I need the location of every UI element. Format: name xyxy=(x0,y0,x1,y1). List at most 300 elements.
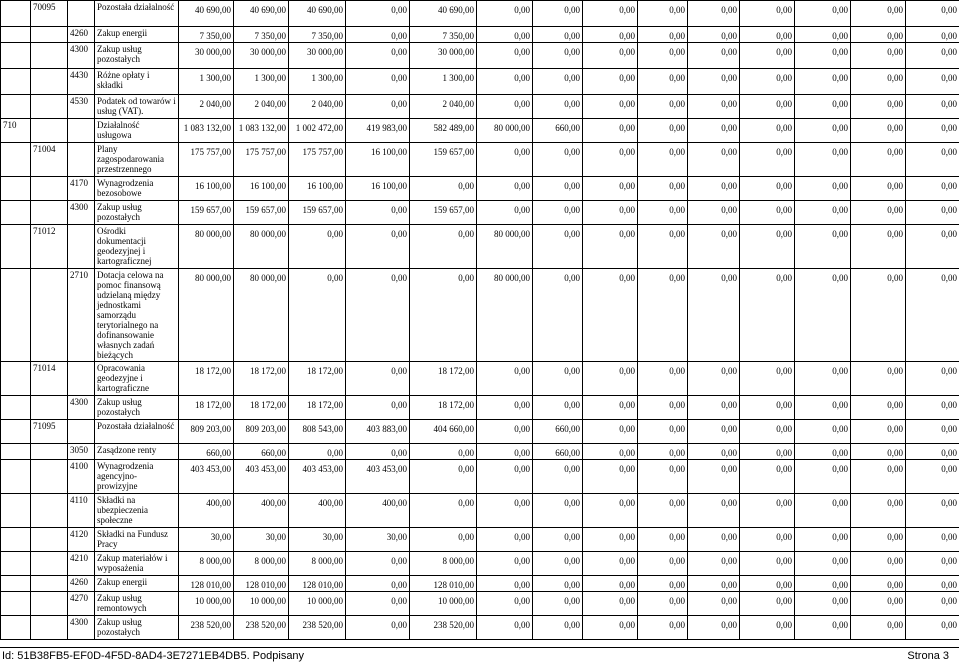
amount-cell: 0,00 xyxy=(740,552,795,576)
amount-cell: 0,00 xyxy=(346,201,410,225)
amount-cell: 0,00 xyxy=(851,225,906,269)
amount-cell: 0,00 xyxy=(688,143,740,177)
amount-cell: 0,00 xyxy=(583,420,638,444)
amount-cell: 0,00 xyxy=(346,27,410,43)
paragraf-cell: 4110 xyxy=(68,494,95,528)
amount-cell: 0,00 xyxy=(410,225,477,269)
amount-cell: 0,00 xyxy=(583,1,638,27)
amount-cell: 0,00 xyxy=(740,1,795,27)
amount-cell: 809 203,00 xyxy=(234,420,289,444)
rozdzial-cell xyxy=(31,43,68,69)
amount-cell: 0,00 xyxy=(795,1,851,27)
amount-cell: 0,00 xyxy=(638,69,688,95)
table-row xyxy=(1,552,959,576)
paragraf-cell: 4530 xyxy=(68,95,95,119)
amount-cell: 0,00 xyxy=(688,494,740,528)
paragraf-cell: 4260 xyxy=(68,27,95,43)
dzial-cell xyxy=(1,460,31,494)
amount-cell: 8 000,00 xyxy=(289,552,346,576)
dzial-cell xyxy=(1,1,31,27)
amount-cell: 0,00 xyxy=(740,592,795,616)
amount-cell: 0,00 xyxy=(688,1,740,27)
nazwa-cell: Wynagrodzenia agencyjno-prowizyjne xyxy=(95,460,179,494)
amount-cell: 809 203,00 xyxy=(179,420,234,444)
amount-cell: 0,00 xyxy=(740,69,795,95)
amount-cell: 30,00 xyxy=(289,528,346,552)
amount-cell: 80 000,00 xyxy=(179,225,234,269)
rozdzial-cell xyxy=(31,460,68,494)
amount-cell: 0,00 xyxy=(583,592,638,616)
amount-cell: 0,00 xyxy=(795,576,851,592)
rozdzial-cell xyxy=(31,552,68,576)
paragraf-cell: 4300 xyxy=(68,396,95,420)
amount-cell: 0,00 xyxy=(688,69,740,95)
amount-cell: 1 083 132,00 xyxy=(234,119,289,143)
amount-cell: 0,00 xyxy=(638,396,688,420)
amount-cell: 0,00 xyxy=(740,396,795,420)
rozdzial-cell: 71014 xyxy=(31,362,68,396)
amount-cell: 0,00 xyxy=(533,552,583,576)
rozdzial-cell: 71004 xyxy=(31,143,68,177)
dzial-cell xyxy=(1,396,31,420)
amount-cell: 0,00 xyxy=(533,576,583,592)
dzial-cell: 710 xyxy=(1,119,31,143)
amount-cell: 0,00 xyxy=(740,528,795,552)
amount-cell: 159 657,00 xyxy=(410,143,477,177)
amount-cell: 0,00 xyxy=(638,225,688,269)
amount-cell: 0,00 xyxy=(851,552,906,576)
amount-cell: 403 453,00 xyxy=(234,460,289,494)
amount-cell: 0,00 xyxy=(795,269,851,362)
amount-cell: 0,00 xyxy=(795,396,851,420)
dzial-cell xyxy=(1,69,31,95)
amount-cell: 0,00 xyxy=(638,420,688,444)
amount-cell: 128 010,00 xyxy=(179,576,234,592)
amount-cell: 175 757,00 xyxy=(289,143,346,177)
amount-cell: 0,00 xyxy=(851,201,906,225)
amount-cell: 0,00 xyxy=(740,269,795,362)
nazwa-cell: Opracowania geodezyjne i kartograficzne xyxy=(95,362,179,396)
amount-cell: 0,00 xyxy=(477,95,533,119)
amount-cell: 0,00 xyxy=(688,420,740,444)
amount-cell: 1 300,00 xyxy=(179,69,234,95)
amount-cell: 0,00 xyxy=(638,592,688,616)
table-row xyxy=(1,460,959,494)
amount-cell: 80 000,00 xyxy=(179,269,234,362)
amount-cell: 0,00 xyxy=(346,1,410,27)
amount-cell: 0,00 xyxy=(583,27,638,43)
amount-cell: 0,00 xyxy=(688,592,740,616)
amount-cell: 0,00 xyxy=(740,201,795,225)
amount-cell: 0,00 xyxy=(851,592,906,616)
amount-cell: 0,00 xyxy=(688,616,740,640)
table-row xyxy=(1,69,959,95)
amount-cell: 0,00 xyxy=(533,269,583,362)
amount-cell: 0,00 xyxy=(688,444,740,460)
amount-cell: 0,00 xyxy=(583,362,638,396)
amount-cell: 0,00 xyxy=(638,177,688,201)
amount-cell: 0,00 xyxy=(906,552,959,576)
table-row xyxy=(1,420,959,444)
paragraf-cell: 4300 xyxy=(68,201,95,225)
paragraf-cell: 4300 xyxy=(68,616,95,640)
paragraf-cell xyxy=(68,119,95,143)
amount-cell: 128 010,00 xyxy=(289,576,346,592)
amount-cell: 0,00 xyxy=(906,444,959,460)
amount-cell: 0,00 xyxy=(477,362,533,396)
table-row xyxy=(1,494,959,528)
paragraf-cell xyxy=(68,143,95,177)
rozdzial-cell xyxy=(31,201,68,225)
amount-cell: 0,00 xyxy=(688,576,740,592)
amount-cell: 0,00 xyxy=(688,460,740,494)
amount-cell: 0,00 xyxy=(740,119,795,143)
amount-cell: 7 350,00 xyxy=(234,27,289,43)
amount-cell: 16 100,00 xyxy=(234,177,289,201)
table-row xyxy=(1,592,959,616)
rozdzial-cell xyxy=(31,592,68,616)
amount-cell: 8 000,00 xyxy=(234,552,289,576)
amount-cell: 0,00 xyxy=(906,362,959,396)
amount-cell: 0,00 xyxy=(688,201,740,225)
amount-cell: 0,00 xyxy=(583,143,638,177)
amount-cell: 0,00 xyxy=(638,576,688,592)
rozdzial-cell xyxy=(31,269,68,362)
document-id: Id: 51B38FB5-EF0D-4F5D-8AD4-3E7271EB4DB5. Podpisany xyxy=(2,650,305,662)
page-number: Strona 3 xyxy=(907,650,949,662)
amount-cell: 0,00 xyxy=(795,27,851,43)
amount-cell: 0,00 xyxy=(795,444,851,460)
amount-cell: 0,00 xyxy=(346,592,410,616)
amount-cell: 0,00 xyxy=(477,616,533,640)
amount-cell: 0,00 xyxy=(906,43,959,69)
amount-cell: 0,00 xyxy=(851,576,906,592)
amount-cell: 0,00 xyxy=(583,396,638,420)
nazwa-cell: Plany zagospodarowania przestrzennego xyxy=(95,143,179,177)
table-row xyxy=(1,1,959,27)
amount-cell: 0,00 xyxy=(477,444,533,460)
amount-cell: 16 100,00 xyxy=(346,143,410,177)
dzial-cell xyxy=(1,177,31,201)
rozdzial-cell xyxy=(31,177,68,201)
amount-cell: 0,00 xyxy=(638,552,688,576)
amount-cell: 0,00 xyxy=(795,420,851,444)
nazwa-cell: Wynagrodzenia bezosobowe xyxy=(95,177,179,201)
amount-cell: 0,00 xyxy=(410,444,477,460)
paragraf-cell: 4170 xyxy=(68,177,95,201)
amount-cell: 0,00 xyxy=(477,201,533,225)
table-row xyxy=(1,177,959,201)
amount-cell: 0,00 xyxy=(533,69,583,95)
nazwa-cell: Zakup usług pozostałych xyxy=(95,201,179,225)
amount-cell: 0,00 xyxy=(477,576,533,592)
nazwa-cell: Zakup energii xyxy=(95,576,179,592)
amount-cell: 0,00 xyxy=(795,552,851,576)
amount-cell: 0,00 xyxy=(346,444,410,460)
rozdzial-cell xyxy=(31,95,68,119)
amount-cell: 8 000,00 xyxy=(410,552,477,576)
nazwa-cell: Składki na ubezpieczenia społeczne xyxy=(95,494,179,528)
table-row xyxy=(1,119,959,143)
amount-cell: 159 657,00 xyxy=(289,201,346,225)
amount-cell: 0,00 xyxy=(740,362,795,396)
amount-cell: 0,00 xyxy=(851,119,906,143)
rozdzial-cell xyxy=(31,69,68,95)
amount-cell: 0,00 xyxy=(477,69,533,95)
rozdzial-cell: 71095 xyxy=(31,420,68,444)
table-row xyxy=(1,143,959,177)
dzial-cell xyxy=(1,225,31,269)
amount-cell: 0,00 xyxy=(477,396,533,420)
amount-cell: 0,00 xyxy=(688,396,740,420)
amount-cell: 0,00 xyxy=(533,362,583,396)
paragraf-cell: 4260 xyxy=(68,576,95,592)
amount-cell: 0,00 xyxy=(795,201,851,225)
nazwa-cell: Pozostała działalność xyxy=(95,1,179,27)
amount-cell: 10 000,00 xyxy=(234,592,289,616)
amount-cell: 1 300,00 xyxy=(410,69,477,95)
amount-cell: 0,00 xyxy=(477,528,533,552)
amount-cell: 0,00 xyxy=(346,616,410,640)
amount-cell: 0,00 xyxy=(638,444,688,460)
amount-cell: 80 000,00 xyxy=(477,225,533,269)
amount-cell: 403 453,00 xyxy=(346,460,410,494)
amount-cell: 18 172,00 xyxy=(289,362,346,396)
amount-cell: 18 172,00 xyxy=(234,396,289,420)
amount-cell: 0,00 xyxy=(477,177,533,201)
dzial-cell xyxy=(1,143,31,177)
rozdzial-cell xyxy=(31,528,68,552)
rozdzial-cell xyxy=(31,616,68,640)
nazwa-cell: Działalność usługowa xyxy=(95,119,179,143)
amount-cell: 660,00 xyxy=(234,444,289,460)
amount-cell: 0,00 xyxy=(346,576,410,592)
amount-cell: 40 690,00 xyxy=(179,1,234,27)
amount-cell: 0,00 xyxy=(477,494,533,528)
rozdzial-cell: 70095 xyxy=(31,1,68,27)
table-row xyxy=(1,576,959,592)
amount-cell: 30,00 xyxy=(179,528,234,552)
amount-cell: 0,00 xyxy=(851,420,906,444)
amount-cell: 2 040,00 xyxy=(179,95,234,119)
amount-cell: 0,00 xyxy=(795,69,851,95)
amount-cell: 0,00 xyxy=(688,528,740,552)
rozdzial-cell xyxy=(31,27,68,43)
amount-cell: 2 040,00 xyxy=(410,95,477,119)
amount-cell: 0,00 xyxy=(533,396,583,420)
dzial-cell xyxy=(1,362,31,396)
amount-cell: 400,00 xyxy=(289,494,346,528)
amount-cell: 0,00 xyxy=(906,592,959,616)
dzial-cell xyxy=(1,201,31,225)
nazwa-cell: Zakup energii xyxy=(95,27,179,43)
amount-cell: 10 000,00 xyxy=(289,592,346,616)
amount-cell: 7 350,00 xyxy=(179,27,234,43)
amount-cell: 0,00 xyxy=(477,420,533,444)
amount-cell: 0,00 xyxy=(795,177,851,201)
paragraf-cell: 2710 xyxy=(68,269,95,362)
amount-cell: 0,00 xyxy=(638,460,688,494)
amount-cell: 404 660,00 xyxy=(410,420,477,444)
amount-cell: 18 172,00 xyxy=(410,396,477,420)
amount-cell: 7 350,00 xyxy=(410,27,477,43)
amount-cell: 0,00 xyxy=(346,43,410,69)
amount-cell: 7 350,00 xyxy=(289,27,346,43)
amount-cell: 0,00 xyxy=(740,43,795,69)
amount-cell: 660,00 xyxy=(533,444,583,460)
amount-cell: 159 657,00 xyxy=(234,201,289,225)
nazwa-cell: Dotacja celowa na pomoc finansową udzielaną między jednostkami samorządu terytorialnego na dofinansowanie własnych zadań bieżących xyxy=(95,269,179,362)
paragraf-cell: 4300 xyxy=(68,43,95,69)
amount-cell: 30 000,00 xyxy=(410,43,477,69)
amount-cell: 0,00 xyxy=(638,494,688,528)
rozdzial-cell xyxy=(31,119,68,143)
amount-cell: 403 453,00 xyxy=(289,460,346,494)
amount-cell: 0,00 xyxy=(740,494,795,528)
amount-cell: 403 453,00 xyxy=(179,460,234,494)
rozdzial-cell xyxy=(31,396,68,420)
amount-cell: 0,00 xyxy=(906,494,959,528)
amount-cell: 0,00 xyxy=(346,69,410,95)
dzial-cell xyxy=(1,269,31,362)
amount-cell: 419 983,00 xyxy=(346,119,410,143)
amount-cell: 0,00 xyxy=(740,616,795,640)
paragraf-cell: 4120 xyxy=(68,528,95,552)
amount-cell: 0,00 xyxy=(851,616,906,640)
paragraf-cell: 4100 xyxy=(68,460,95,494)
amount-cell: 159 657,00 xyxy=(179,201,234,225)
amount-cell: 30 000,00 xyxy=(234,43,289,69)
amount-cell: 0,00 xyxy=(533,143,583,177)
dzial-cell xyxy=(1,616,31,640)
table-row xyxy=(1,528,959,552)
amount-cell: 400,00 xyxy=(234,494,289,528)
amount-cell: 0,00 xyxy=(533,528,583,552)
amount-cell: 0,00 xyxy=(688,225,740,269)
amount-cell: 0,00 xyxy=(795,119,851,143)
amount-cell: 0,00 xyxy=(851,460,906,494)
amount-cell: 0,00 xyxy=(851,528,906,552)
amount-cell: 0,00 xyxy=(583,616,638,640)
amount-cell: 10 000,00 xyxy=(410,592,477,616)
amount-cell: 0,00 xyxy=(477,552,533,576)
amount-cell: 403 883,00 xyxy=(346,420,410,444)
amount-cell: 0,00 xyxy=(851,444,906,460)
amount-cell: 0,00 xyxy=(638,95,688,119)
amount-cell: 16 100,00 xyxy=(179,177,234,201)
amount-cell: 0,00 xyxy=(795,143,851,177)
amount-cell: 0,00 xyxy=(583,269,638,362)
amount-cell: 175 757,00 xyxy=(234,143,289,177)
table-row xyxy=(1,27,959,43)
amount-cell: 0,00 xyxy=(906,177,959,201)
amount-cell: 0,00 xyxy=(638,27,688,43)
paragraf-cell: 4270 xyxy=(68,592,95,616)
amount-cell: 0,00 xyxy=(583,552,638,576)
amount-cell: 0,00 xyxy=(533,1,583,27)
amount-cell: 0,00 xyxy=(906,119,959,143)
amount-cell: 0,00 xyxy=(795,528,851,552)
amount-cell: 582 489,00 xyxy=(410,119,477,143)
budget-table-body xyxy=(1,1,959,640)
dzial-cell xyxy=(1,27,31,43)
amount-cell: 0,00 xyxy=(906,69,959,95)
amount-cell: 660,00 xyxy=(533,119,583,143)
amount-cell: 0,00 xyxy=(851,177,906,201)
table-row xyxy=(1,201,959,225)
amount-cell: 0,00 xyxy=(906,201,959,225)
amount-cell: 0,00 xyxy=(795,95,851,119)
amount-cell: 0,00 xyxy=(906,27,959,43)
rozdzial-cell: 71012 xyxy=(31,225,68,269)
amount-cell: 0,00 xyxy=(795,225,851,269)
amount-cell: 0,00 xyxy=(533,494,583,528)
amount-cell: 0,00 xyxy=(533,616,583,640)
nazwa-cell: Zakup materiałów i wyposażenia xyxy=(95,552,179,576)
amount-cell: 0,00 xyxy=(346,95,410,119)
amount-cell: 18 172,00 xyxy=(179,396,234,420)
paragraf-cell xyxy=(68,362,95,396)
nazwa-cell: Zakup usług pozostałych xyxy=(95,616,179,640)
amount-cell: 238 520,00 xyxy=(289,616,346,640)
amount-cell: 238 520,00 xyxy=(179,616,234,640)
amount-cell: 0,00 xyxy=(346,552,410,576)
amount-cell: 0,00 xyxy=(740,225,795,269)
amount-cell: 10 000,00 xyxy=(179,592,234,616)
dzial-cell xyxy=(1,43,31,69)
amount-cell: 0,00 xyxy=(906,528,959,552)
amount-cell: 1 083 132,00 xyxy=(179,119,234,143)
amount-cell: 0,00 xyxy=(906,616,959,640)
amount-cell: 0,00 xyxy=(906,576,959,592)
amount-cell: 0,00 xyxy=(638,43,688,69)
dzial-cell xyxy=(1,528,31,552)
amount-cell: 0,00 xyxy=(583,69,638,95)
amount-cell: 80 000,00 xyxy=(234,269,289,362)
amount-cell: 0,00 xyxy=(740,177,795,201)
table-row xyxy=(1,225,959,269)
amount-cell: 0,00 xyxy=(583,95,638,119)
amount-cell: 0,00 xyxy=(638,119,688,143)
table-row xyxy=(1,269,959,362)
amount-cell: 0,00 xyxy=(906,225,959,269)
amount-cell: 0,00 xyxy=(583,494,638,528)
amount-cell: 0,00 xyxy=(638,528,688,552)
amount-cell: 18 172,00 xyxy=(289,396,346,420)
amount-cell: 0,00 xyxy=(477,460,533,494)
amount-cell: 0,00 xyxy=(906,1,959,27)
amount-cell: 0,00 xyxy=(583,444,638,460)
amount-cell: 40 690,00 xyxy=(234,1,289,27)
dzial-cell xyxy=(1,494,31,528)
table-row xyxy=(1,43,959,69)
amount-cell: 1 300,00 xyxy=(289,69,346,95)
dzial-cell xyxy=(1,576,31,592)
amount-cell: 0,00 xyxy=(410,494,477,528)
amount-cell: 0,00 xyxy=(795,43,851,69)
nazwa-cell: Zasądzone renty xyxy=(95,444,179,460)
table-row xyxy=(1,444,959,460)
amount-cell: 0,00 xyxy=(346,225,410,269)
amount-cell: 0,00 xyxy=(583,119,638,143)
footer-rule xyxy=(0,647,959,648)
dzial-cell xyxy=(1,420,31,444)
amount-cell: 238 520,00 xyxy=(410,616,477,640)
amount-cell: 40 690,00 xyxy=(410,1,477,27)
amount-cell: 400,00 xyxy=(346,494,410,528)
amount-cell: 0,00 xyxy=(638,362,688,396)
amount-cell: 0,00 xyxy=(795,460,851,494)
